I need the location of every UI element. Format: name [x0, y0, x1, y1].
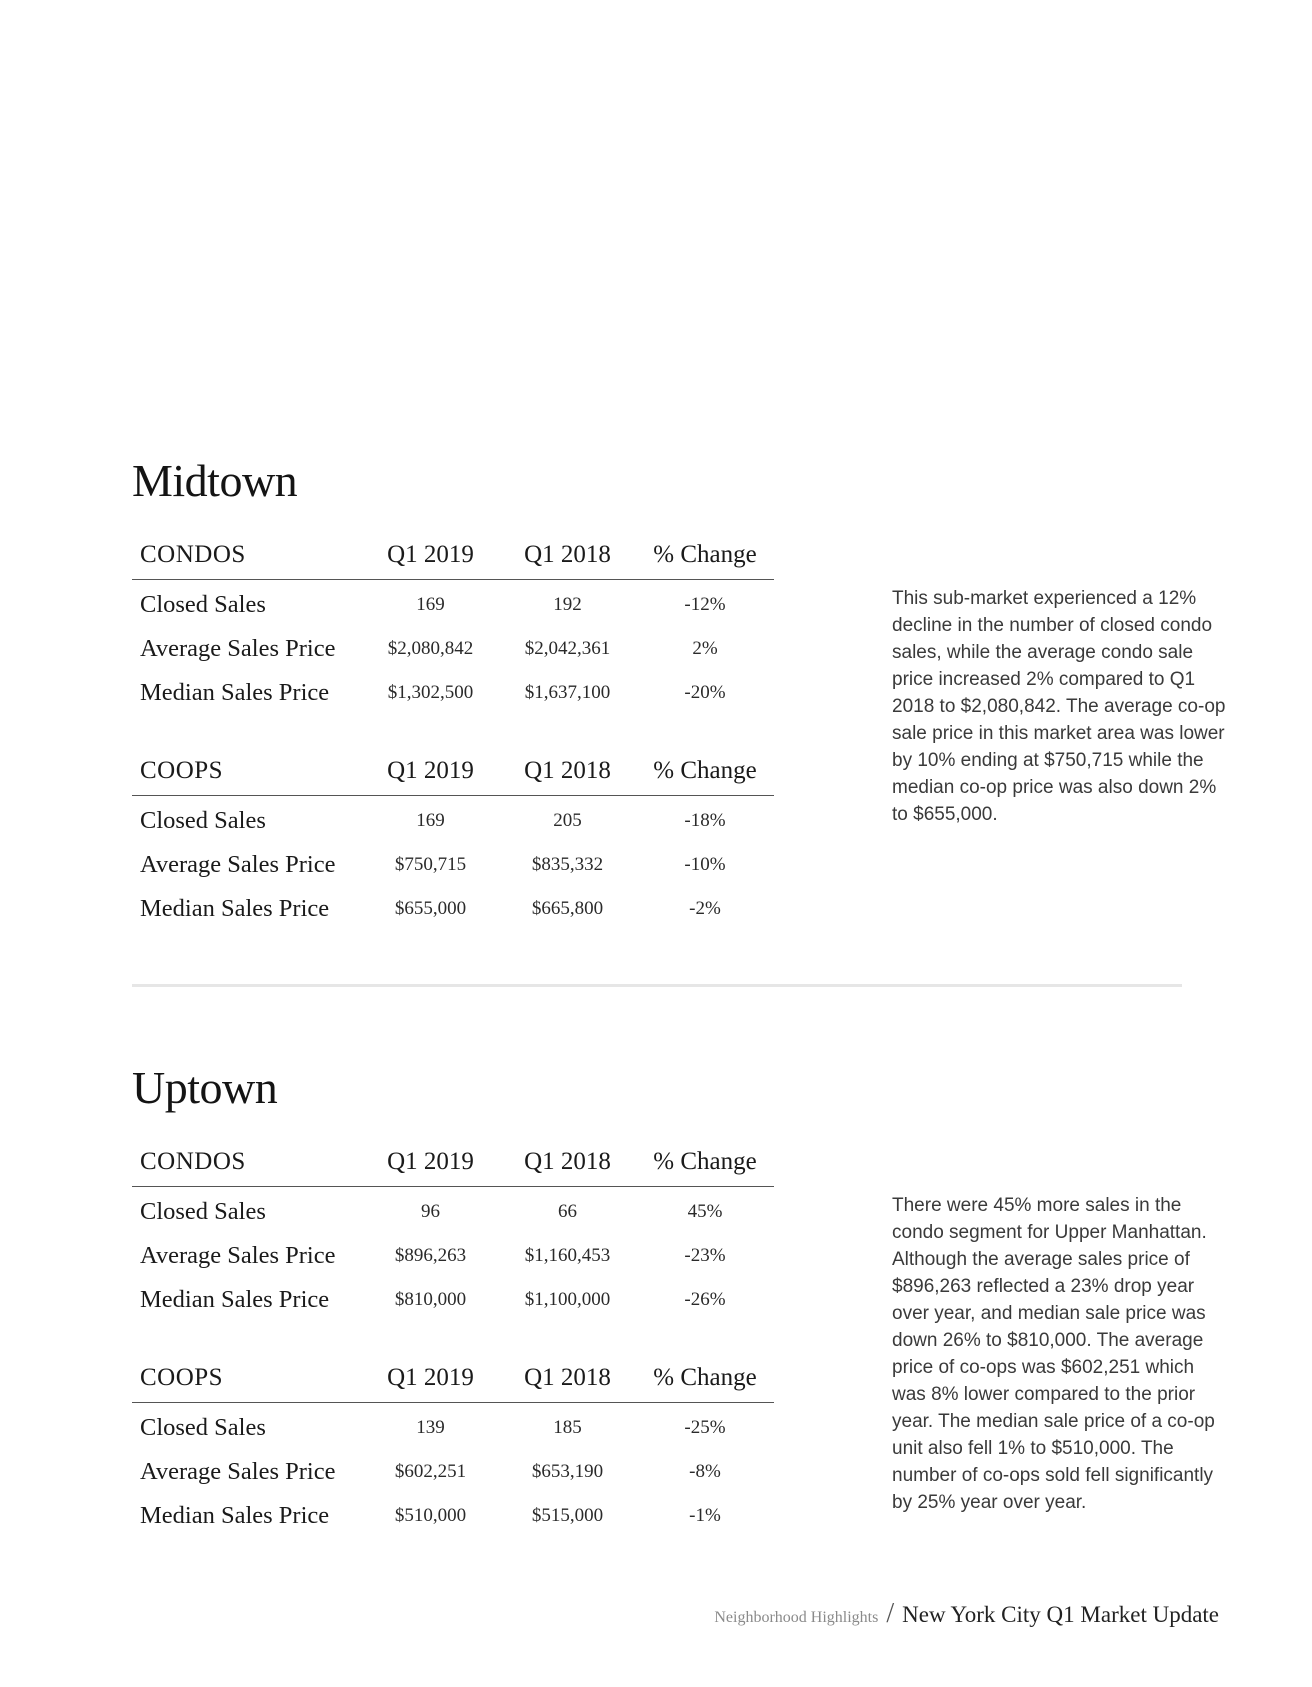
header-change: % Change: [653, 757, 757, 784]
cell-change: -25%: [684, 1417, 726, 1438]
row-label: Average Sales Price: [140, 851, 336, 878]
cell-value: $810,000: [394, 1289, 467, 1310]
table-header: [132, 531, 774, 580]
table-row: [132, 1190, 774, 1234]
cell-change: -1%: [689, 1505, 721, 1526]
row-label: Average Sales Price: [140, 635, 336, 662]
row-label: Median Sales Price: [140, 1502, 330, 1529]
table-row: [132, 1234, 774, 1278]
row-label: Median Sales Price: [140, 895, 330, 922]
header-change: % Change: [653, 1148, 757, 1175]
table-row: [132, 843, 774, 887]
section-divider: [132, 984, 1182, 987]
header-q1-2018: Q1 2018: [524, 541, 611, 568]
cell-value: 169: [416, 810, 445, 831]
cell-change: -18%: [684, 810, 726, 831]
midtown-section: [132, 455, 1232, 922]
cell-change: 2%: [692, 638, 718, 659]
cell-value: $896,263: [394, 1245, 467, 1266]
cell-value: $653,190: [531, 1461, 604, 1482]
header-category: COOPS: [140, 1364, 224, 1391]
cell-value: 96: [421, 1201, 440, 1222]
row-label: Closed Sales: [140, 1198, 266, 1225]
cell-change: -12%: [684, 594, 726, 615]
condos-table: [132, 531, 774, 715]
cell-value: $1,637,100: [524, 682, 611, 703]
cell-value: 205: [553, 810, 582, 831]
coops-table: [132, 1354, 774, 1538]
footer-section-label: Neighborhood Highlights: [714, 1609, 879, 1626]
header-q1-2019: Q1 2019: [387, 1148, 474, 1175]
cell-change: -2%: [689, 898, 721, 919]
header-category: CONDOS: [140, 1148, 246, 1175]
header-q1-2018: Q1 2018: [524, 1148, 611, 1175]
cell-value: $602,251: [394, 1461, 467, 1482]
header-category: CONDOS: [140, 541, 246, 568]
row-label: Closed Sales: [140, 1414, 266, 1441]
section-title: Uptown: [132, 1062, 278, 1113]
cell-change: -10%: [684, 854, 726, 875]
table-row: [132, 627, 774, 671]
cell-value: $1,160,453: [524, 1245, 611, 1266]
table-header: [132, 1354, 774, 1403]
header-q1-2018: Q1 2018: [524, 757, 611, 784]
row-label: Closed Sales: [140, 807, 266, 834]
header-category: COOPS: [140, 757, 224, 784]
table-row: [132, 1406, 774, 1450]
market-summary: This sub-market experienced a 12% decline in the number of closed condo sales, while the average condo sale price increased 2% compared to Q1 2018 to $2,080,842. The average co-op sale price in this market area was lower by 10% ending at $750,715 while the median co-op price was also down 2% to $655,000.: [892, 588, 1226, 825]
cell-value: $1,100,000: [524, 1289, 611, 1310]
section-title: Midtown: [132, 455, 298, 506]
uptown-section: [132, 1062, 1232, 1529]
table-row: [132, 1494, 774, 1538]
cell-value: $2,080,842: [387, 638, 474, 659]
cell-change: 45%: [687, 1201, 723, 1222]
table-row: [132, 887, 774, 931]
cell-change: -26%: [684, 1289, 726, 1310]
header-q1-2018: Q1 2018: [524, 1364, 611, 1391]
row-label: Average Sales Price: [140, 1458, 336, 1485]
page-footer: [714, 1598, 1219, 1630]
cell-change: -8%: [689, 1461, 721, 1482]
header-q1-2019: Q1 2019: [387, 757, 474, 784]
condos-table: [132, 1138, 774, 1322]
market-summary: There were 45% more sales in the condo segment for Upper Manhattan. Although the average sales price of $896,263 reflected a 23% drop year over year, and median sale price was down 26% to $810,000. The average price of co-ops was $602,251 which was 8% lower compared to the prior year. The median sale price of a co-op unit also fell 1% to $510,000. The number of co-ops sold fell significantly by 25% year over year.: [892, 1195, 1215, 1513]
header-change: % Change: [653, 1364, 757, 1391]
cell-value: $515,000: [531, 1505, 604, 1526]
coops-table: [132, 747, 774, 931]
table-row: [132, 583, 774, 627]
cell-value: $655,000: [394, 898, 467, 919]
footer-separator: /: [886, 1598, 895, 1629]
table-row: [132, 1450, 774, 1494]
cell-change: -20%: [684, 682, 726, 703]
cell-value: $750,715: [394, 854, 467, 875]
row-label: Median Sales Price: [140, 679, 330, 706]
cell-value: $2,042,361: [524, 638, 611, 659]
footer-title: New York City Q1 Market Update: [902, 1602, 1219, 1627]
cell-value: 185: [553, 1417, 582, 1438]
table-header: [132, 1138, 774, 1187]
cell-value: 66: [558, 1201, 577, 1222]
table-row: [132, 671, 774, 715]
header-q1-2019: Q1 2019: [387, 541, 474, 568]
cell-change: -23%: [684, 1245, 726, 1266]
cell-value: $835,332: [531, 854, 604, 875]
table-row: [132, 1278, 774, 1322]
cell-value: 139: [416, 1417, 445, 1438]
table-row: [132, 799, 774, 843]
header-change: % Change: [653, 541, 757, 568]
cell-value: $1,302,500: [387, 682, 474, 703]
cell-value: $510,000: [394, 1505, 467, 1526]
row-label: Median Sales Price: [140, 1286, 330, 1313]
row-label: Average Sales Price: [140, 1242, 336, 1269]
cell-value: 169: [416, 594, 445, 615]
header-q1-2019: Q1 2019: [387, 1364, 474, 1391]
cell-value: 192: [553, 594, 582, 615]
row-label: Closed Sales: [140, 591, 266, 618]
cell-value: $665,800: [531, 898, 604, 919]
table-header: [132, 747, 774, 796]
